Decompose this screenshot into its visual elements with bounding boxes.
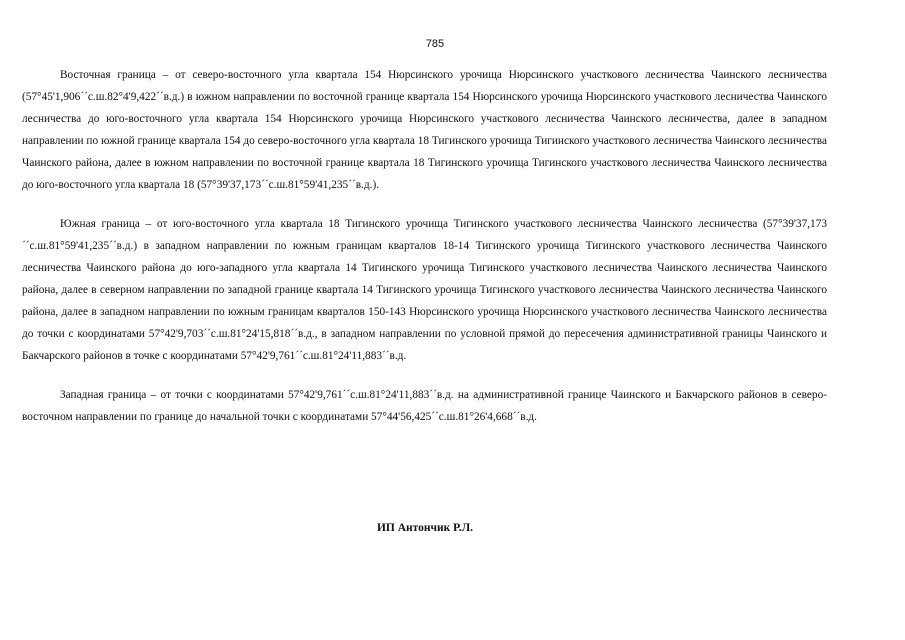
- document-body: [22, 64, 827, 445]
- page-number: 785: [425, 38, 445, 50]
- paragraph-east-border: Восточная граница – от северо-восточного угла квартала 154 Нюрсинского урочища Нюрсинского участкового лесничества Чаинского лесничества (57°45'1,906´´с.ш.82°4'9,422´´в.д.) в южном направлении по восточной границе квартала 154 Нюрсинского урочища Нюрсинского участкового лесничества Чаинского лесничества до юго-восточного угла квартала 154 Нюрсинского урочища Нюрсинского участкового лесничества Чаинского лесничества, далее в западном направлении по южной границе квартала 154 до северо-восточного угла квартала 18 Тигинского урочища Тигинского участкового лесничества Чаинского лесничества Чаинского района, далее в южном направлении по восточной границе квартала 18 Тигинского урочища Тигинского участкового лесничества Чаинского лесничества до юго-восточного угла квартала 18 (57°39'37,173´´с.ш.81°59'41,235´´в.д.).: [22, 69, 827, 191]
- paragraph-south-border: Южная граница – от юго-восточного угла квартала 18 Тигинского урочища Тигинского участкового лесничества Чаинского лесничества (57°39'37,173´´с.ш.81°59'41,235´´в.д.) в западном направлении по южным границам кварталов 18-14 Тигинского урочища Тигинского участкового лесничества Чаинского лесничества Чаинского района до юго-западного угла квартала 14 Тигинского урочища Тигинского участкового лесничества Чаинского лесничества Чаинского района, далее в северном направлении по западной границе квартала 14 Тигинского урочища Тигинского участкового лесничества Чаинского лесничества Чаинского района, далее в западном направлении по южным границам кварталов 150-143 Нюрсинского урочища Нюрсинского участкового лесничества Чаинского лесничества до точки с координатами 57°42'9,703´´с.ш.81°24'15,818´´в.д., в западном направлении по условной прямой до пересечения административной границы Чаинского и Бакчарского районов в точке с координатами 57°42'9,761´´с.ш.81°24'11,883´´в.д.: [22, 218, 827, 362]
- paragraph-west-border: Западная граница – от точки с координатами 57°42'9,761´´с.ш.81°24'11,883´´в.д. на административной границе Чаинского и Бакчарского районов в северо-восточном направлении по границе до начальной точки с координатами 57°44'56,425´´с.ш.81°26'4,668´´в.д.: [22, 389, 827, 423]
- signature: ИП Антончик Р.Л.: [376, 522, 474, 534]
